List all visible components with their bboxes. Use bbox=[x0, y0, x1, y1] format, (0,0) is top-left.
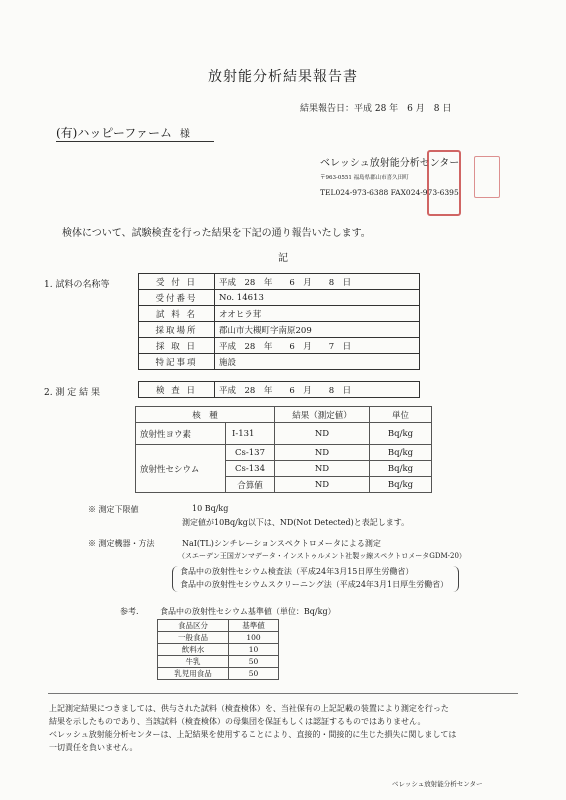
footer-signature: ベレッシュ放射能分析センター bbox=[392, 780, 483, 788]
table-row bbox=[158, 632, 279, 644]
row-label: 受付番号 bbox=[139, 290, 215, 306]
ref-category: 乳児用食品 bbox=[158, 668, 229, 680]
client-honorific: 様 bbox=[179, 129, 190, 140]
table-row bbox=[139, 338, 420, 354]
intro-text: 検体について、試験検査を行った結果を下記の通り報告いたします。 bbox=[62, 228, 371, 239]
table-row bbox=[139, 274, 420, 290]
group-iodine: 放射性ヨウ素 bbox=[136, 423, 226, 445]
result-cell: ND bbox=[275, 461, 370, 477]
report-date: 結果報告日：平成 28 年 6 月 8 日 bbox=[300, 104, 452, 114]
disclaimer-line-4: 一切責任を負いません。 bbox=[49, 743, 138, 752]
disclaimer-line-3: ベレッシュ放射能分析センターは、上記結果を使用することにより、直接的・間接的に生じた損失に関しましては bbox=[49, 730, 457, 739]
unit-cell: Bq/kg bbox=[370, 477, 432, 493]
row-label: 採 取 日 bbox=[139, 338, 215, 354]
table-row bbox=[139, 290, 420, 306]
reference-title: 食品中の放射性セシウム基準値（単位：Bq/kg） bbox=[160, 607, 336, 616]
table-header-row bbox=[136, 407, 432, 423]
table-row bbox=[139, 306, 420, 322]
instrument-text: NaI(TL)シンチレーションスペクトロメータによる測定 bbox=[182, 539, 381, 548]
row-value: 郡山市大槻町字南原209 bbox=[215, 322, 420, 338]
result-cell: ND bbox=[275, 423, 370, 445]
header-nuclide: 核 種 bbox=[136, 407, 275, 423]
lab-address: 〒963-0551 福島県郡山市喜久田町 bbox=[320, 175, 409, 181]
reference-table bbox=[157, 619, 279, 680]
disclaimer-line-1: 上記測定結果につきましては、供与された試料（検査検体）を、当社保有の上記記載の装置により測定を行った bbox=[49, 704, 449, 713]
disclaimer-line-2: 結果を示したものであり、当該試料（検査検体）の母集団を保証もしくは認証するものではありません。 bbox=[49, 717, 426, 726]
nuclide-cell: 合算値 bbox=[226, 477, 275, 493]
ref-value: 10 bbox=[229, 644, 279, 656]
limit-note: 測定値が10Bq/kg以下は、ND(Not Detected)と表記します。 bbox=[182, 518, 410, 527]
ref-category: 飲料水 bbox=[158, 644, 229, 656]
report-title: 放射能分析結果報告書 bbox=[208, 69, 358, 85]
reference-label: 参考. bbox=[120, 607, 139, 616]
row-label: 特記事項 bbox=[139, 354, 215, 370]
limit-label: ※ 測定下限値 bbox=[88, 505, 139, 514]
group-cesium: 放射性セシウム bbox=[136, 445, 226, 493]
nuclide-cell: I-131 bbox=[226, 423, 275, 445]
table-header-row bbox=[158, 620, 279, 632]
section2-heading: 2. 測 定 結 果 bbox=[44, 388, 101, 398]
method-1: 食品中の放射性セシウム検査法（平成24年3月15日厚生労働省） bbox=[180, 567, 414, 576]
secondary-seal-stamp bbox=[474, 156, 500, 198]
nuclide-cell: Cs-137 bbox=[226, 445, 275, 461]
ref-value: 50 bbox=[229, 656, 279, 668]
exam-date-value: 平成 28 年 6 月 8 日 bbox=[215, 382, 420, 398]
row-value: オオヒラ茸 bbox=[215, 306, 420, 322]
table-row bbox=[158, 668, 279, 680]
table-row bbox=[136, 423, 432, 445]
header-unit: 単位 bbox=[370, 407, 432, 423]
client-underline bbox=[56, 141, 214, 142]
ki-heading: 記 bbox=[278, 253, 288, 264]
ref-category: 牛乳 bbox=[158, 656, 229, 668]
lab-seal-stamp bbox=[427, 150, 461, 216]
lab-name: ベレッシュ放射能分析センター bbox=[320, 158, 460, 169]
table-row bbox=[136, 445, 432, 461]
row-value: 施設 bbox=[215, 354, 420, 370]
limit-value: 10 Bq/kg bbox=[192, 504, 229, 513]
header-result: 結果（測定値） bbox=[275, 407, 370, 423]
ref-category: 一般食品 bbox=[158, 632, 229, 644]
ref-value: 50 bbox=[229, 668, 279, 680]
result-cell: ND bbox=[275, 445, 370, 461]
table-row bbox=[158, 644, 279, 656]
row-value: 平成 28 年 6 月 7 日 bbox=[215, 338, 420, 354]
method-2: 食品中の放射性セシウムスクリーニング法（平成24年3月1日厚生労働省） bbox=[180, 580, 449, 589]
lab-contact: TEL024-973-6388 FAX024-973-6395 bbox=[320, 188, 459, 197]
ref-header-value: 基準値 bbox=[229, 620, 279, 632]
unit-cell: Bq/kg bbox=[370, 423, 432, 445]
section1-heading: 1. 試料の名称等 bbox=[44, 280, 110, 290]
row-label: 受 付 日 bbox=[139, 274, 215, 290]
table-row bbox=[139, 382, 420, 398]
exam-date-table bbox=[138, 381, 420, 398]
sample-info-table bbox=[138, 273, 420, 370]
table-row bbox=[139, 354, 420, 370]
client-name: (有)ハッピーファーム bbox=[56, 126, 173, 140]
unit-cell: Bq/kg bbox=[370, 445, 432, 461]
row-label: 試 料 名 bbox=[139, 306, 215, 322]
ref-header-category: 食品区分 bbox=[158, 620, 229, 632]
unit-cell: Bq/kg bbox=[370, 461, 432, 477]
result-cell: ND bbox=[275, 477, 370, 493]
nuclide-cell: Cs-134 bbox=[226, 461, 275, 477]
table-row bbox=[158, 656, 279, 668]
row-value: 平成 28 年 6 月 8 日 bbox=[215, 274, 420, 290]
row-label: 採取場所 bbox=[139, 322, 215, 338]
client-name-block bbox=[56, 124, 190, 141]
row-value: No. 14613 bbox=[215, 290, 420, 306]
results-table bbox=[135, 406, 432, 493]
table-row bbox=[139, 322, 420, 338]
instrument-label: ※ 測定機器・方法 bbox=[88, 539, 155, 548]
instrument-subtext: （スエーデン王国ガンマデータ・インストゥルメント社製ッ線スペクトロメータGDM-20） bbox=[178, 552, 466, 560]
ref-value: 100 bbox=[229, 632, 279, 644]
footer-divider bbox=[48, 693, 518, 694]
exam-date-label: 検 査 日 bbox=[139, 382, 215, 398]
